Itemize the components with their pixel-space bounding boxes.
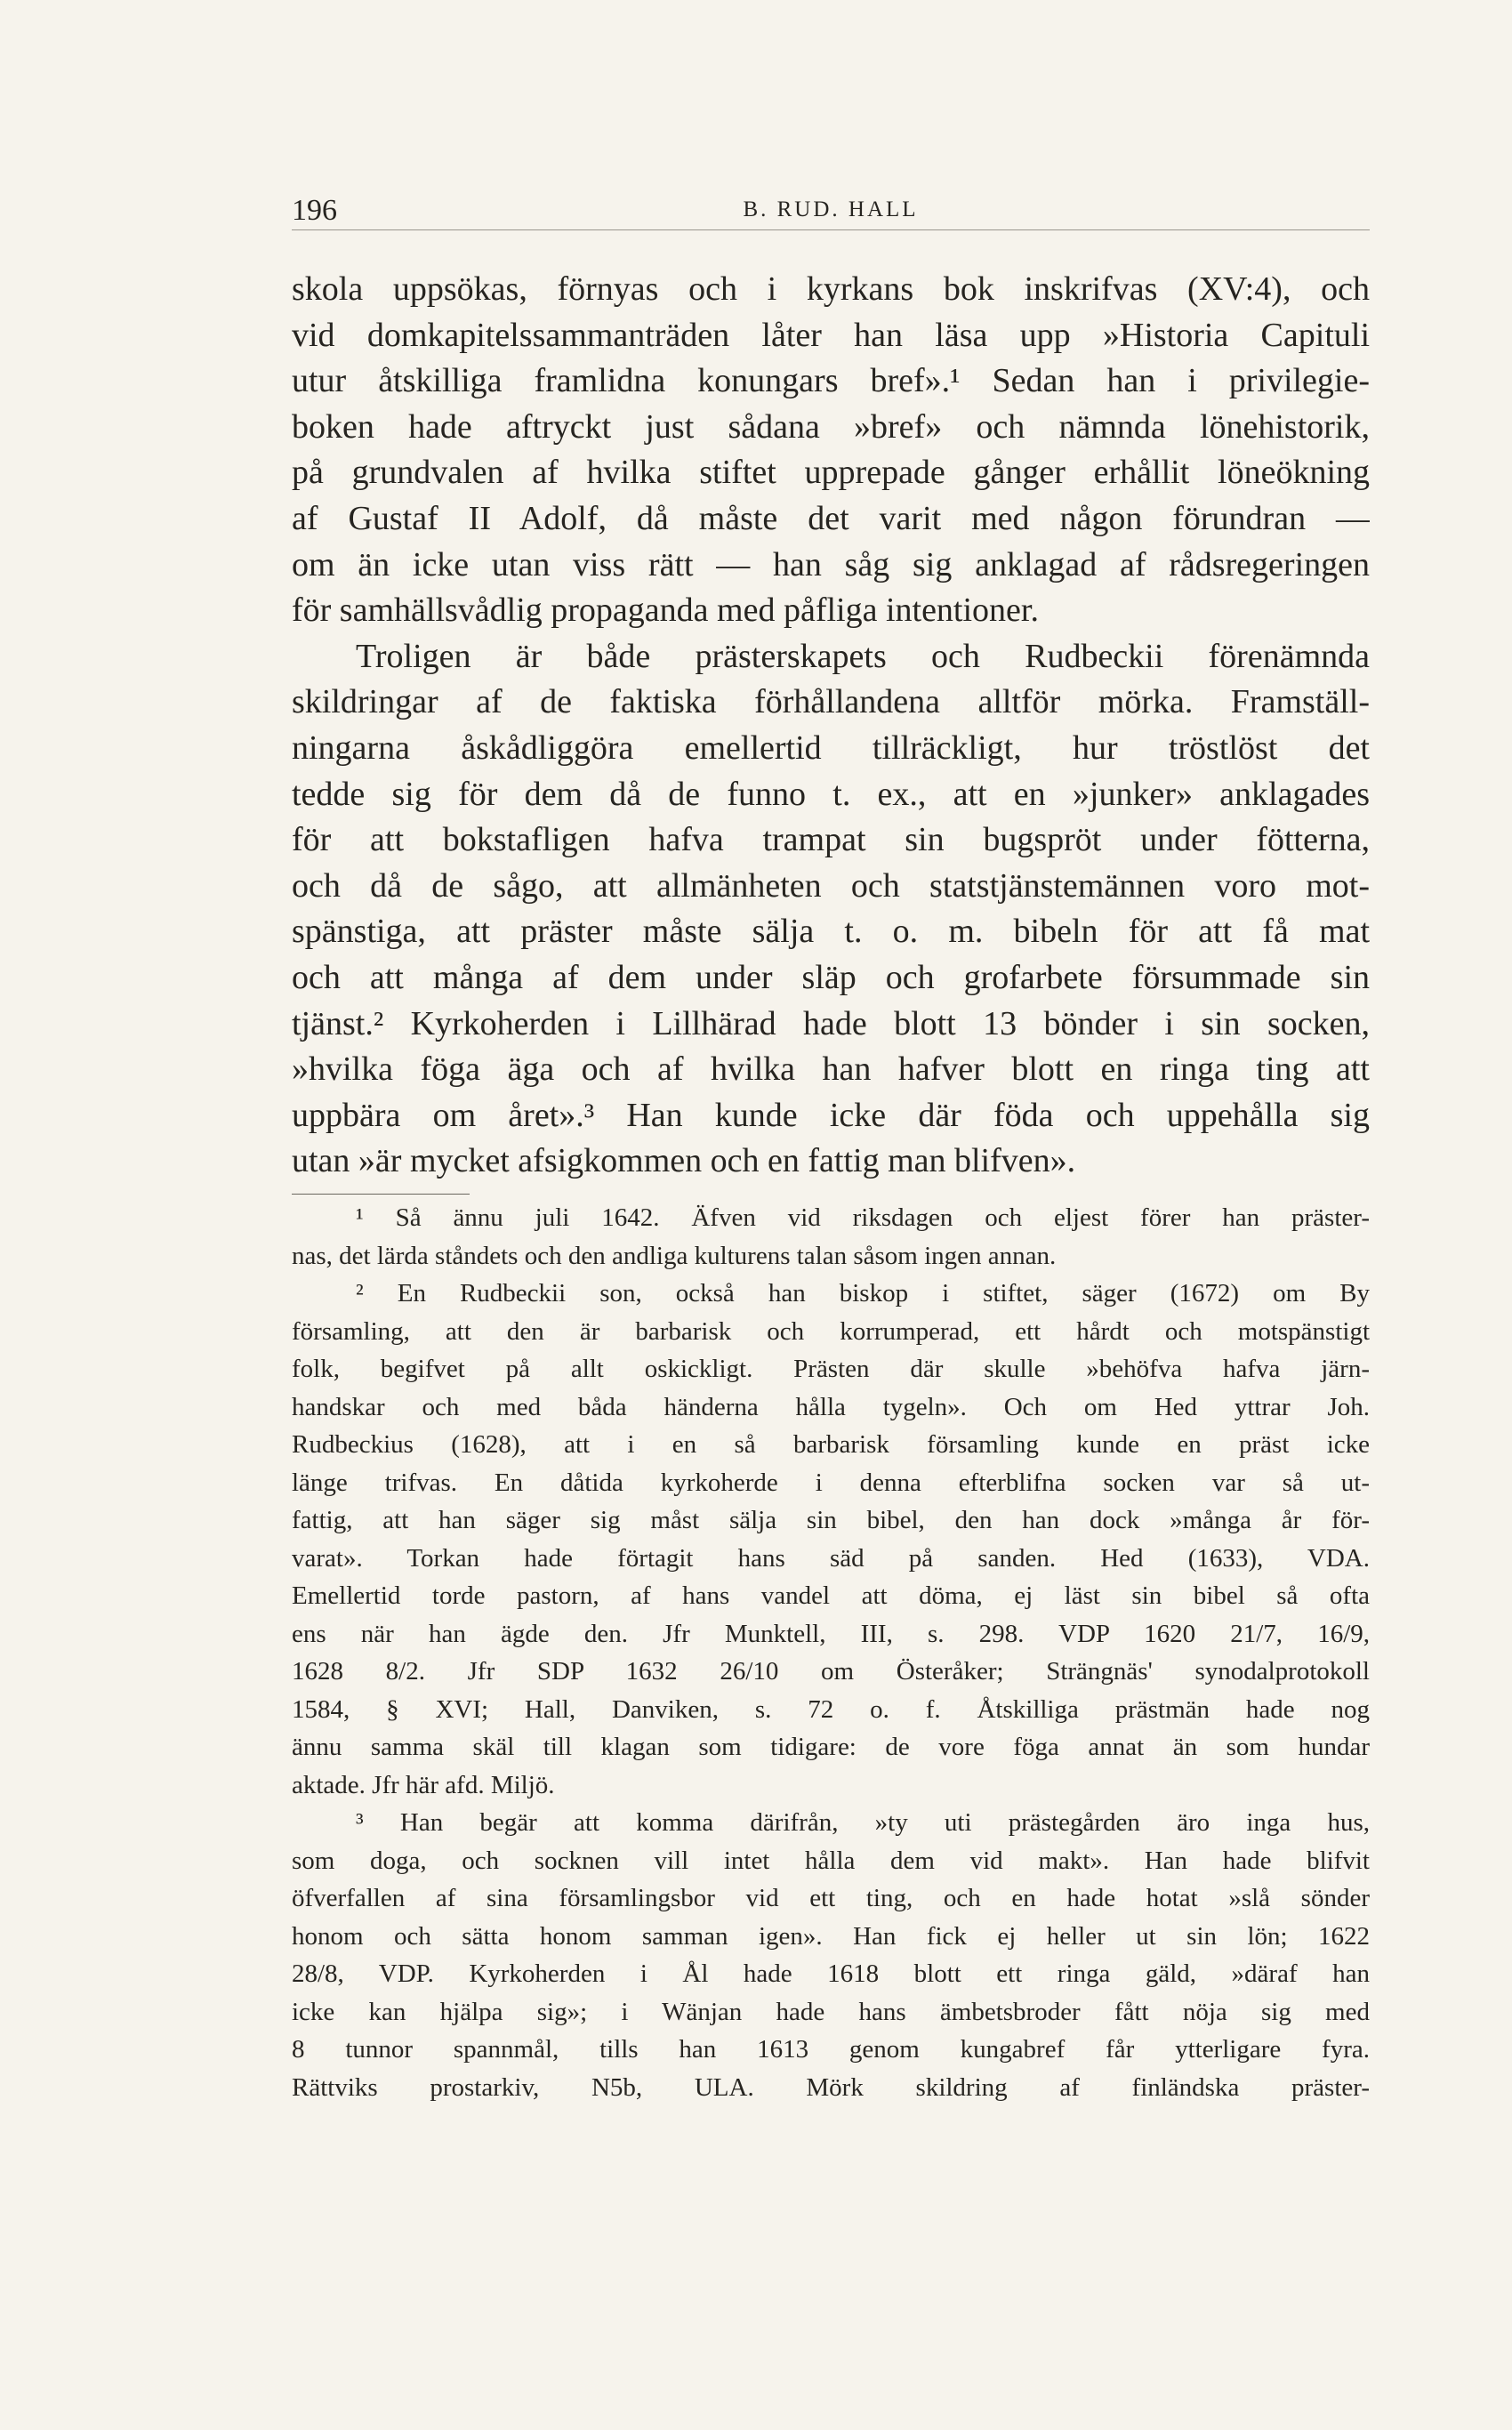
page-number: 196 bbox=[292, 194, 337, 227]
footnote-line: ² En Rudbeckii son, också han biskop i stiftet, säger (1672) om By bbox=[356, 1279, 1370, 1308]
footnote-line: som doga, och socknen vill intet hålla dem vid makt». Han hade blifvit bbox=[292, 1846, 1370, 1875]
footnote-line: honom och sätta honom samman igen». Han fick ej heller ut sin lön; 1622 bbox=[292, 1921, 1370, 1951]
body-line: för att bokstafligen hafva trampat sin bugspröt under fötterna, bbox=[292, 821, 1370, 859]
footnotes bbox=[292, 1199, 1370, 2106]
body-line: uppbära om året».³ Han kunde icke där föda och uppehålla sig bbox=[292, 1096, 1370, 1134]
body-line: på grundvalen af hvilka stiftet upprepade gånger erhållit löneökning bbox=[292, 454, 1370, 492]
body-line: skola uppsökas, förnyas och i kyrkans bok inskrifvas (XV:4), och bbox=[292, 270, 1370, 308]
footnote-line: 8 tunnor spannmål, tills han 1613 genom kungabref får ytterligare fyra. bbox=[292, 2035, 1370, 2064]
body-line: af Gustaf II Adolf, då måste det varit med någon förundran — bbox=[292, 499, 1370, 537]
footnote-line: Emellertid torde pastorn, af hans vandel att döma, ej läst sin bibel så ofta bbox=[292, 1581, 1370, 1610]
body-line: tjänst.² Kyrkoherden i Lillhärad hade blott 13 bönder i sin socken, bbox=[292, 1004, 1370, 1042]
body-line: Troligen är både prästerskapets och Rudbeckii förenämnda bbox=[356, 637, 1370, 675]
footnote-line: varat». Torkan hade förtagit hans säd på sanden. Hed (1633), VDA. bbox=[292, 1543, 1370, 1573]
footnote-line: 1584, § XVI; Hall, Danviken, s. 72 o. f. Åtskilliga prästmän hade nog bbox=[292, 1694, 1370, 1724]
body-line: skildringar af de faktiska förhållandena alltför mörka. Framställ- bbox=[292, 683, 1370, 721]
body-line: »hvilka föga äga och af hvilka han hafver blott en ringa ting att bbox=[292, 1050, 1370, 1089]
footnote-line: 1628 8/2. Jfr SDP 1632 26/10 om Österåker; Strängnäs' synodalprotokoll bbox=[292, 1657, 1370, 1686]
body-line: om än icke utan viss rätt — han såg sig anklagad af rådsregeringen bbox=[292, 545, 1370, 583]
body-line: ningarna åskådliggöra emellertid tillräckligt, hur tröstlöst det bbox=[292, 728, 1370, 767]
footnote-rule bbox=[292, 1194, 470, 1195]
footnote-line: församling, att den är barbarisk och korrumperad, ett hårdt och motspänstigt bbox=[292, 1316, 1370, 1346]
body-line: utur åtskilliga framlidna konungars bref».¹ Sedan han i privilegie- bbox=[292, 362, 1370, 400]
footnote-line: Rättviks prostarkiv, N5b, ULA. Mörk skildring af finländska präster- bbox=[292, 2072, 1370, 2102]
running-head: B. RUD. HALL bbox=[743, 197, 919, 221]
footnote-line: handskar och med båda händerna hålla tygeln». Och om Hed yttrar Joh. bbox=[292, 1392, 1370, 1421]
body-line: vid domkapitelssammanträden låter han läsa upp »Historia Capituli bbox=[292, 316, 1370, 354]
footnote-line: länge trifvas. En dåtida kyrkoherde i denna efterblifna socken var så ut- bbox=[292, 1468, 1370, 1497]
footnote-line: Rudbeckius (1628), att i en så barbarisk församling kunde en präst icke bbox=[292, 1430, 1370, 1459]
body-line: boken hade aftryckt just sådana »bref» och nämnda lönehistorik, bbox=[292, 407, 1370, 446]
footnote-line: folk, begifvet på allt oskickligt. Prästen där skulle »behöfva hafva järn- bbox=[292, 1355, 1370, 1383]
body-text bbox=[292, 267, 1370, 1185]
body-line: för samhällsvådlig propaganda med påfliga intentioner. bbox=[292, 591, 1039, 630]
footnote-line: ännu samma skäl till klagan som tidigare: de vore föga annat än som hundar bbox=[292, 1733, 1370, 1761]
footnote-line: ens när han ägde den. Jfr Munktell, III, s. 298. VDP 1620 21/7, 16/9, bbox=[292, 1619, 1370, 1648]
body-line: utan »är mycket afsigkommen och en fattig man blifven». bbox=[292, 1142, 1076, 1180]
footnote-line: aktade. Jfr här afd. Miljö. bbox=[292, 1770, 555, 1799]
body-line: och att många af dem under släp och grofarbete försummade sin bbox=[292, 958, 1370, 996]
body-line: spänstiga, att präster måste sälja t. o. m. bibeln för att få mat bbox=[292, 913, 1370, 951]
footnote-line: 28/8, VDP. Kyrkoherden i Ål hade 1618 blott ett ringa gäld, »däraf han bbox=[292, 1959, 1370, 1988]
footnote-line: icke kan hjälpa sig»; i Wänjan hade hans ämbetsbroder fått nöja sig med bbox=[292, 1997, 1370, 2026]
footnote-line: fattig, att han säger sig måst sälja sin bibel, den han dock »många år för- bbox=[292, 1506, 1370, 1534]
footnote-line: öfverfallen af sina församlingsbor vid ett ting, och en hade hotat »slå sönder bbox=[292, 1884, 1370, 1912]
page-header bbox=[292, 194, 1370, 230]
body-line: tedde sig för dem då de funno t. ex., att en »junker» anklagades bbox=[292, 775, 1370, 813]
footnote-line: ¹ Så ännu juli 1642. Äfven vid riksdagen och eljest förer han präster- bbox=[356, 1203, 1370, 1232]
footnote-line: nas, det lärda ståndets och den andliga kulturens talan såsom ingen annan. bbox=[292, 1241, 1057, 1270]
footnote-line: ³ Han begär att komma därifrån, »ty uti prästegården äro inga hus, bbox=[356, 1808, 1370, 1837]
body-line: och då de sågo, att allmänheten och statstjänstemännen voro mot- bbox=[292, 866, 1370, 905]
